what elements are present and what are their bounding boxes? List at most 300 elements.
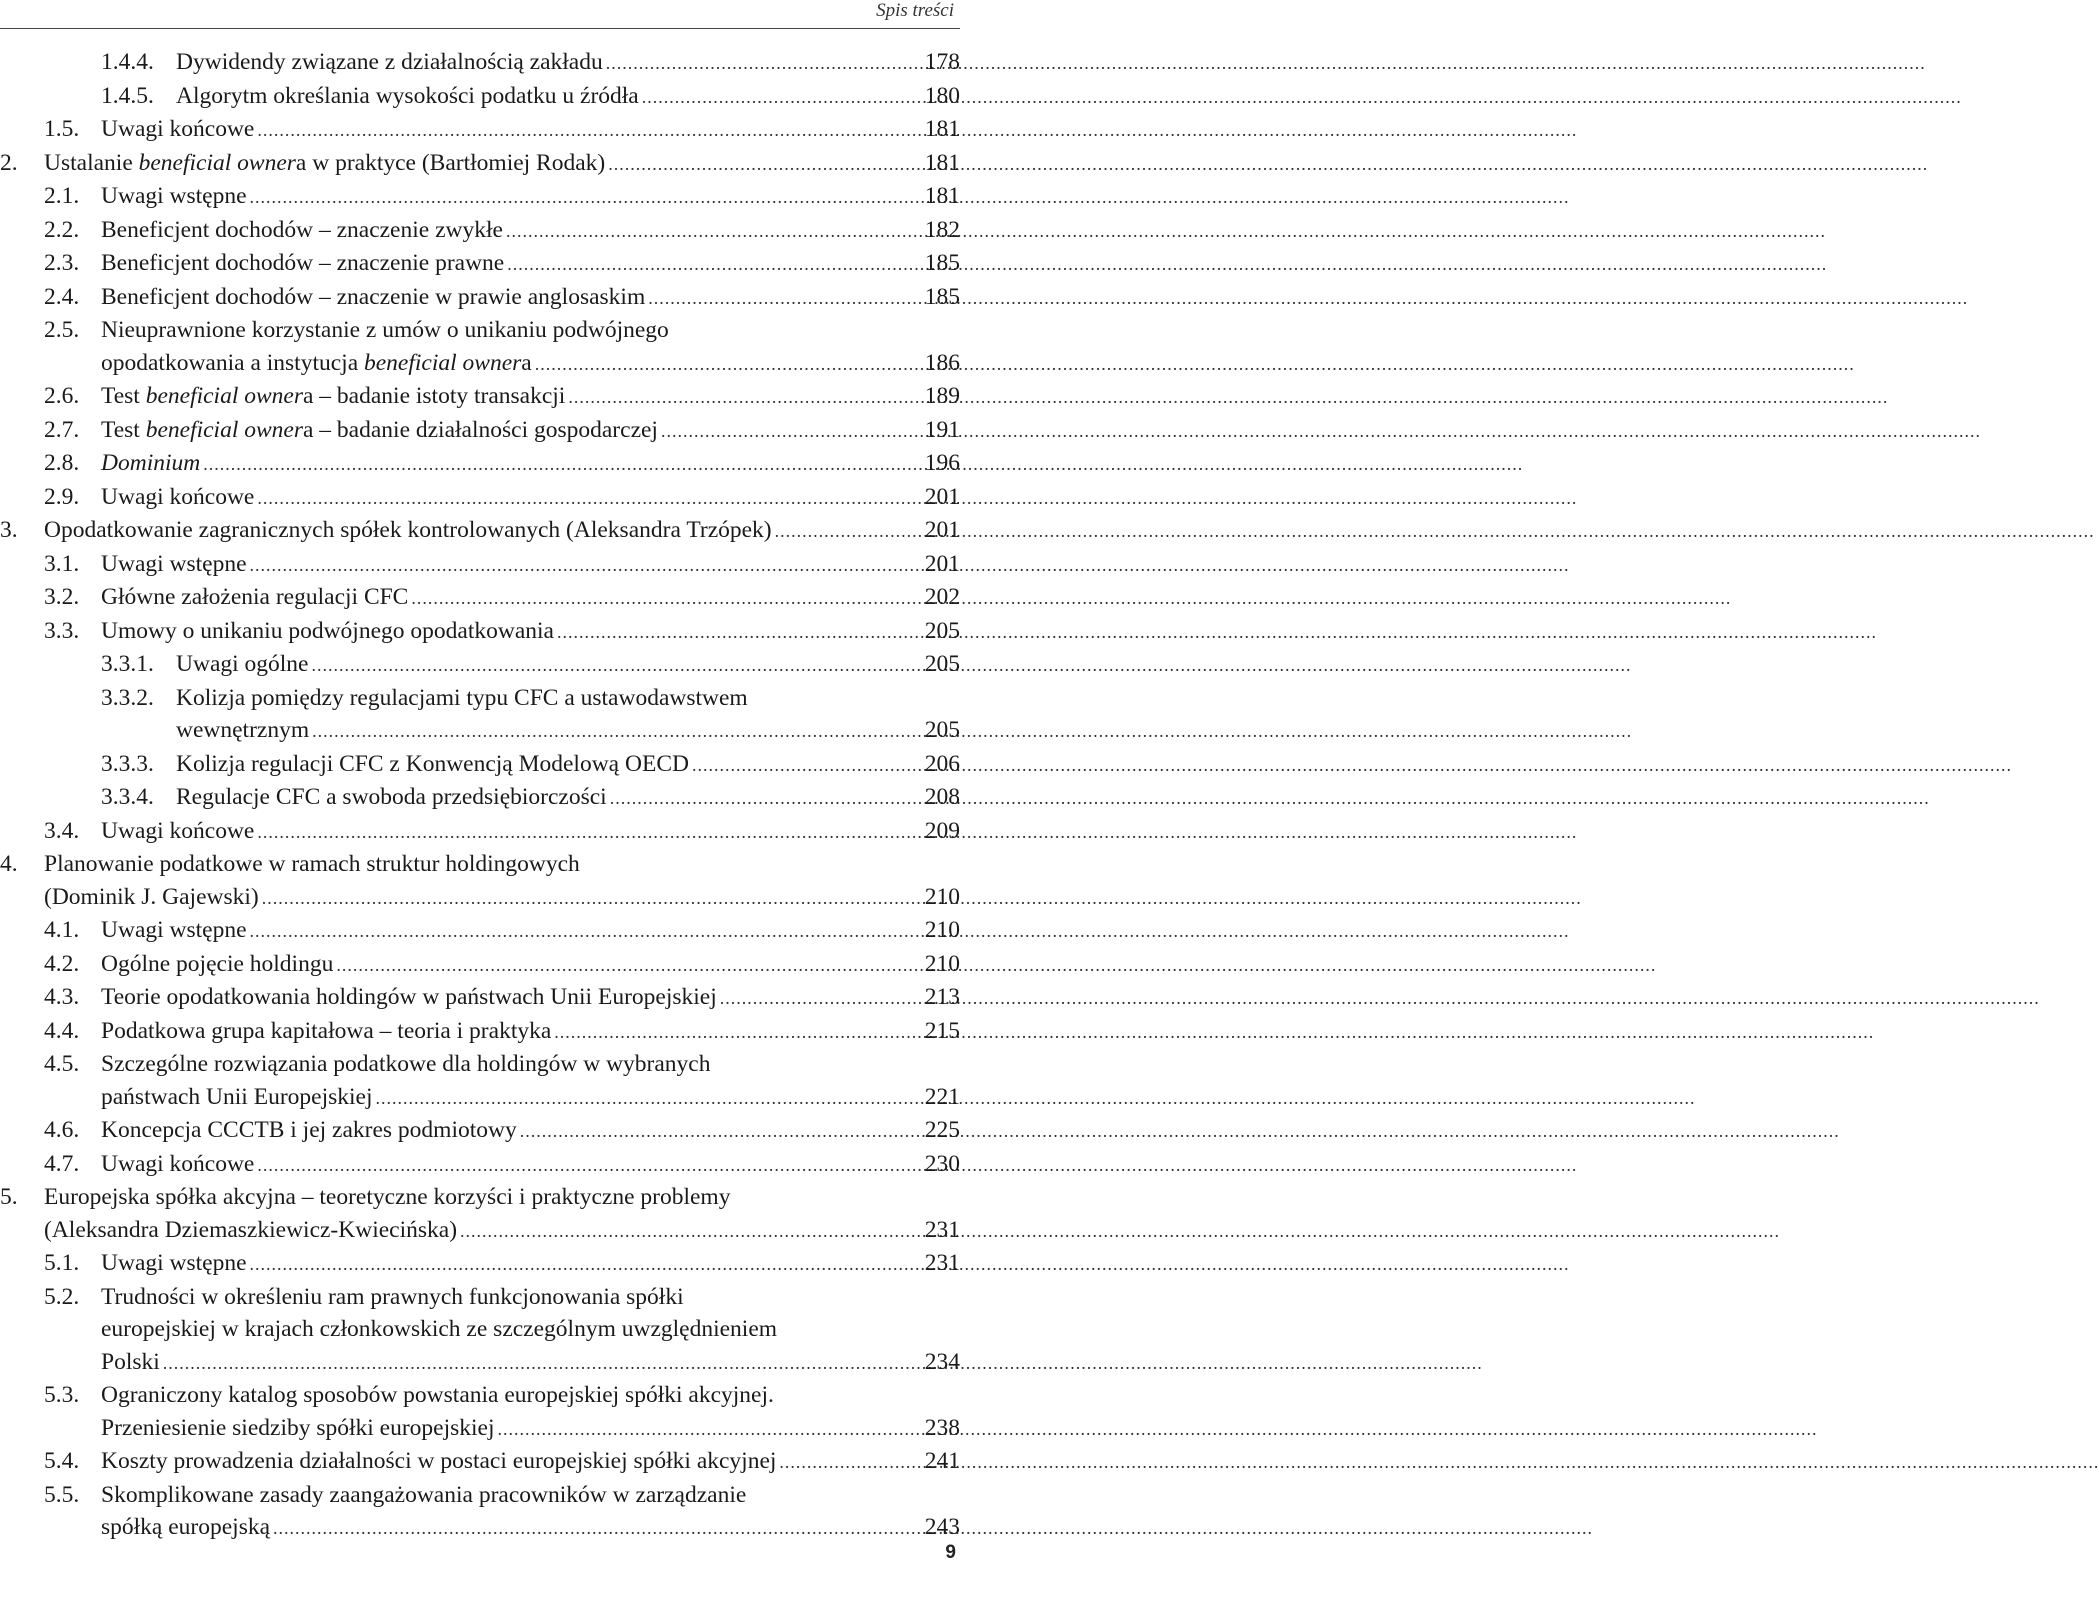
- toc-entry[interactable]: [0, 1379, 960, 1445]
- entry-title: [44, 848, 960, 914]
- entry-page-number: 206: [924, 750, 960, 777]
- entry-title-text: Regulacje CFC a swoboda przedsiębiorczości: [176, 784, 607, 810]
- entry-title-text: Uwagi wstępne: [101, 1250, 247, 1276]
- entry-title: [101, 414, 960, 448]
- toc-entry[interactable]: [0, 1015, 960, 1049]
- page-header: [0, 0, 960, 30]
- entry-title: [101, 1445, 960, 1479]
- entry-title-tail: [101, 1081, 373, 1114]
- dot-leader: [557, 615, 912, 649]
- entry-title-text: Ustalanie: [44, 149, 139, 176]
- entry-title-tail: [101, 180, 247, 213]
- entry-page-number: 234: [924, 1348, 960, 1375]
- dot-leader: [460, 1214, 912, 1248]
- entry-number: 4.4.: [44, 1017, 80, 1044]
- entry-page-number: 185: [924, 283, 960, 310]
- entry-title-tail: [176, 46, 603, 79]
- entry-title-last-line: [101, 1511, 916, 1545]
- entry-title-text: Uwagi końcowe: [101, 1150, 255, 1177]
- entry-title-line: [101, 314, 916, 347]
- entry-title: [101, 981, 960, 1015]
- entry-title-last-line: [44, 881, 916, 915]
- toc-entry[interactable]: [0, 1048, 960, 1114]
- entry-title-last-line: [44, 147, 916, 181]
- entry-number: 4.7.: [44, 1150, 80, 1177]
- dot-leader: [411, 581, 912, 615]
- toc-entry[interactable]: [0, 815, 960, 849]
- toc-entry[interactable]: [0, 46, 960, 80]
- entry-title-tail: [176, 781, 607, 814]
- entry-title-text: (Dominik J. Gajewski): [44, 883, 259, 910]
- entry-page-number: 201: [924, 483, 960, 510]
- dot-leader: [498, 1412, 912, 1446]
- entry-number: 4.6.: [44, 1117, 80, 1143]
- entry-title-text: Umowy o unikaniu podwójnego opodatkowania: [101, 617, 554, 644]
- entry-title-last-line: [101, 1445, 916, 1479]
- toc-entry[interactable]: [0, 380, 960, 414]
- entry-number: 5.: [0, 1184, 18, 1210]
- entry-title-tail: [101, 347, 532, 380]
- entry-number: 2.4.: [44, 283, 80, 310]
- entry-title-tail: [101, 1346, 160, 1379]
- entry-number: 3.3.: [44, 617, 80, 644]
- entry-page-number: 202: [924, 584, 960, 610]
- entry-number: 4.5.: [44, 1051, 80, 1077]
- entry-title-text: Planowanie podatkowe w ramach struktur holdingowych: [44, 851, 580, 877]
- entry-number: 4.2.: [44, 950, 80, 977]
- entry-title-last-line: [101, 1247, 916, 1281]
- dot-leader: [507, 247, 912, 281]
- entry-title-last-line: [101, 581, 916, 615]
- entry-title-text: państwach Unii Europejskiej: [101, 1083, 373, 1110]
- entry-title-italic: Dominium: [101, 450, 201, 476]
- toc-entry[interactable]: [0, 1247, 960, 1281]
- entry-title-tail: [44, 1214, 457, 1247]
- entry-title-text: Uwagi końcowe: [101, 116, 255, 142]
- dot-leader: [779, 1445, 912, 1479]
- entry-page-number: 181: [924, 183, 960, 209]
- entry-title-text: a – badanie istoty transakcji: [303, 383, 566, 409]
- toc-entry[interactable]: [0, 314, 960, 380]
- entry-title-last-line: [101, 1081, 916, 1115]
- toc-entry[interactable]: [0, 1281, 960, 1380]
- entry-title-text: Ograniczony katalog sposobów powstania europejskiej spółki akcyjnej.: [101, 1382, 774, 1408]
- entry-number: 2.6.: [44, 383, 80, 409]
- toc-entry[interactable]: [0, 447, 960, 481]
- entry-title-text: Beneficjent dochodów – znaczenie prawne: [101, 250, 505, 276]
- entry-title-text: Beneficjent dochodów – znaczenie zwykłe: [101, 216, 503, 243]
- toc-entry[interactable]: [0, 682, 960, 748]
- entry-title-last-line: [44, 514, 916, 548]
- dot-leader: [606, 46, 912, 80]
- dot-leader: [257, 815, 912, 849]
- entry-title: [176, 682, 960, 748]
- toc-entry[interactable]: [0, 1114, 960, 1148]
- entry-title-tail: [101, 380, 565, 413]
- dot-leader: [273, 1511, 912, 1545]
- entry-title-last-line: [101, 1412, 916, 1446]
- entry-title-tail: [101, 1114, 517, 1147]
- entry-number: 5.3.: [44, 1382, 80, 1408]
- dot-leader: [312, 648, 913, 682]
- entry-page-number: 178: [924, 49, 960, 75]
- table-of-contents: [0, 46, 960, 1545]
- entry-title-text: Ogólne pojęcie holdingu: [101, 950, 334, 977]
- entry-title-text: spółką europejską: [101, 1514, 271, 1540]
- entry-title: [101, 113, 960, 147]
- entry-number: 5.1.: [44, 1250, 80, 1276]
- entry-title-tail: [101, 113, 254, 146]
- entry-title-line: [101, 1048, 916, 1081]
- entry-page-number: 210: [924, 883, 960, 910]
- entry-title-last-line: [101, 1015, 916, 1049]
- toc-entry[interactable]: [0, 615, 960, 649]
- entry-title-tail: [101, 948, 333, 981]
- entry-title-line: [101, 1281, 916, 1314]
- entry-page-number: 182: [924, 216, 960, 243]
- entry-title-text: (Aleksandra Dziemaszkiewicz-Kwiecińska): [44, 1216, 458, 1243]
- entry-number: 2.2.: [44, 216, 80, 243]
- entry-title-last-line: [101, 1346, 916, 1380]
- entry-title-text: Test: [101, 383, 146, 409]
- entry-title: [101, 548, 960, 582]
- entry-page-number: 221: [924, 1083, 960, 1110]
- entry-title-last-line: [101, 481, 916, 515]
- entry-title-last-line: [101, 380, 916, 414]
- entry-page-number: 241: [924, 1448, 960, 1474]
- toc-entry[interactable]: [0, 147, 960, 181]
- entry-title-tail: [101, 1247, 247, 1280]
- entry-title-tail: [44, 881, 259, 914]
- entry-title: [101, 281, 960, 315]
- dot-leader: [506, 214, 912, 248]
- dot-leader: [163, 1346, 912, 1380]
- entry-title: [101, 1015, 960, 1049]
- entry-title-text: Uwagi końcowe: [101, 817, 255, 844]
- entry-title-tail: [101, 581, 408, 614]
- entry-number: 3.: [0, 517, 18, 543]
- entry-title: [44, 147, 960, 181]
- entry-title-tail: [101, 447, 200, 480]
- dot-leader: [775, 514, 912, 548]
- entry-number: 3.3.1.: [101, 651, 154, 677]
- dot-leader: [692, 748, 912, 782]
- entry-title: [176, 781, 960, 815]
- dot-leader: [376, 1081, 913, 1115]
- entry-title-last-line: [101, 815, 916, 849]
- entry-title: [101, 948, 960, 982]
- entry-title-text: Uwagi ogólne: [176, 651, 309, 677]
- entry-title: [101, 481, 960, 515]
- toc-entry[interactable]: [0, 214, 960, 248]
- entry-page-number: 243: [924, 1514, 960, 1540]
- entry-title-text: Uwagi wstępne: [101, 917, 247, 943]
- entry-title-tail: [101, 1412, 495, 1445]
- entry-title-text: Teorie opodatkowania holdingów w państwach Unii Europejskiej: [101, 984, 717, 1010]
- entry-title: [101, 214, 960, 248]
- entry-title-italic: beneficial owner: [145, 416, 303, 443]
- entry-title-text: Test: [101, 416, 146, 443]
- entry-title: [101, 815, 960, 849]
- toc-entry[interactable]: [0, 113, 960, 147]
- entry-title: [101, 180, 960, 214]
- dot-leader: [250, 180, 912, 214]
- entry-title-last-line: [101, 247, 916, 281]
- dot-leader: [642, 80, 912, 114]
- entry-title-last-line: [101, 180, 916, 214]
- entry-title: [101, 1148, 960, 1182]
- entry-number: 2.1.: [44, 183, 80, 209]
- entry-title-text: opodatkowania a instytucja: [101, 349, 364, 376]
- entry-page-number: 210: [924, 950, 960, 977]
- entry-title-line: [101, 1479, 916, 1512]
- entry-title-tail: [101, 615, 554, 648]
- entry-page-number: 186: [924, 349, 960, 376]
- dot-leader: [535, 347, 912, 381]
- entry-title-line: [101, 1379, 916, 1412]
- entry-title-text: Uwagi wstępne: [101, 550, 247, 577]
- entry-title-tail: [101, 414, 658, 447]
- toc-entry[interactable]: [0, 648, 960, 682]
- entry-title: [101, 1479, 960, 1545]
- entry-title: [101, 1114, 960, 1148]
- toc-entry[interactable]: [0, 481, 960, 515]
- entry-title-text: Główne założenia regulacji CFC: [101, 584, 409, 610]
- entry-page-number: 201: [924, 517, 960, 543]
- entry-page-number: 205: [924, 651, 960, 677]
- entry-title-text: Europejska spółka akcyjna – teoretyczne korzyści i praktyczne problemy: [44, 1184, 731, 1210]
- dot-leader: [262, 881, 912, 915]
- toc-entry[interactable]: [0, 581, 960, 615]
- entry-page-number: 230: [924, 1150, 960, 1177]
- entry-number: 2.9.: [44, 483, 80, 510]
- dot-leader: [250, 548, 912, 582]
- dot-leader: [250, 1247, 912, 1281]
- entry-page-number: 231: [924, 1216, 960, 1243]
- toc-entry[interactable]: [0, 781, 960, 815]
- entry-number: 2.5.: [44, 317, 80, 343]
- entry-number: 2.7.: [44, 416, 80, 443]
- entry-title-text: europejskiej w krajach członkowskich ze szczególnym uwzględnieniem: [101, 1316, 778, 1342]
- entry-page-number: 238: [924, 1414, 960, 1441]
- entry-number: 4.: [0, 851, 18, 877]
- dot-leader: [648, 281, 912, 315]
- entry-number: 5.4.: [44, 1448, 80, 1474]
- entry-title: [176, 80, 960, 114]
- dot-leader: [520, 1114, 912, 1148]
- toc-entry[interactable]: [0, 1181, 960, 1247]
- entry-number: 3.4.: [44, 817, 80, 844]
- entry-title: [101, 615, 960, 649]
- toc-entry[interactable]: [0, 80, 960, 114]
- entry-title-tail: [101, 981, 717, 1014]
- entry-title-last-line: [176, 46, 916, 80]
- entry-title-tail: [101, 1445, 776, 1478]
- entry-page-number: 213: [924, 984, 960, 1010]
- entry-title: [101, 1048, 960, 1114]
- entry-title-italic: beneficial owner: [138, 149, 296, 176]
- entry-page-number: 205: [924, 617, 960, 644]
- toc-entry[interactable]: [0, 247, 960, 281]
- entry-title-tail: [101, 815, 254, 848]
- header-rule: [0, 28, 960, 29]
- entry-title-line: [176, 682, 916, 715]
- toc-entry[interactable]: [0, 981, 960, 1015]
- entry-page-number: 231: [924, 1250, 960, 1276]
- entry-page-number: 180: [924, 82, 960, 109]
- entry-title-tail: [101, 214, 503, 247]
- entry-title-text: Dywidendy związane z działalnością zakładu: [176, 49, 603, 75]
- entry-title-text: Przeniesienie siedziby spółki europejskiej: [101, 1414, 495, 1441]
- toc-entry[interactable]: [0, 1445, 960, 1479]
- entry-title-text: Uwagi końcowe: [101, 483, 255, 510]
- entry-page-number: 215: [924, 1017, 960, 1044]
- entry-title-tail: [101, 1015, 551, 1048]
- entry-number: 2.8.: [44, 450, 80, 476]
- entry-page-number: 205: [924, 717, 960, 743]
- entry-title-italic: beneficial owner: [364, 349, 522, 376]
- entry-title-text: Uwagi wstępne: [101, 183, 247, 209]
- entry-title: [101, 581, 960, 615]
- entry-title-text: Trudności w określeniu ram prawnych funkcjonowania spółki: [101, 1283, 684, 1310]
- entry-title-text: Beneficjent dochodów – znaczenie w prawie anglosaskim: [101, 283, 646, 310]
- toc-entry[interactable]: [0, 914, 960, 948]
- entry-page-number: 181: [924, 149, 960, 176]
- entry-number: 1.4.5.: [101, 82, 154, 109]
- entry-title-text: a – badanie działalności gospodarczej: [303, 416, 658, 443]
- toc-entry[interactable]: [0, 848, 960, 914]
- entry-title-tail: [176, 648, 309, 681]
- entry-title-last-line: [176, 748, 916, 782]
- toc-entry[interactable]: [0, 748, 960, 782]
- dot-leader: [336, 948, 912, 982]
- entry-title-last-line: [101, 981, 916, 1015]
- entry-page-number: 201: [924, 550, 960, 577]
- entry-title-text: Algorytm określania wysokości podatku u źródła: [176, 82, 639, 109]
- entry-title-text: Szczególne rozwiązania podatkowe dla holdingów w wybranych: [101, 1051, 711, 1077]
- entry-title: [176, 748, 960, 782]
- entry-title-last-line: [101, 1148, 916, 1182]
- entry-title-last-line: [176, 714, 916, 748]
- entry-title-last-line: [101, 214, 916, 248]
- entry-number: 3.1.: [44, 550, 80, 577]
- running-head: Spis treści: [876, 0, 954, 21]
- toc-entry[interactable]: [0, 514, 960, 548]
- dot-leader: [257, 1148, 912, 1182]
- entry-number: 1.5.: [44, 116, 80, 142]
- entry-title: [176, 648, 960, 682]
- entry-number: 3.3.4.: [101, 784, 154, 810]
- dot-leader: [250, 914, 912, 948]
- entry-title-text: Podatkowa grupa kapitałowa – teoria i praktyka: [101, 1017, 552, 1044]
- entry-title-tail: [176, 714, 309, 747]
- entry-title-text: Koszty prowadzenia działalności w postaci europejskiej spółki akcyjnej: [101, 1448, 777, 1474]
- dot-leader: [608, 147, 912, 181]
- entry-title: [101, 447, 960, 481]
- entry-page-number: 196: [924, 450, 960, 476]
- dot-leader: [661, 414, 912, 448]
- dot-leader: [720, 981, 912, 1015]
- entry-title-tail: [101, 1511, 270, 1544]
- entry-number: 1.4.4.: [101, 49, 154, 75]
- toc-entry[interactable]: [0, 281, 960, 315]
- entry-title-last-line: [101, 1114, 916, 1148]
- entry-title-tail: [101, 281, 645, 314]
- entry-title-text: a: [521, 349, 532, 376]
- toc-entry[interactable]: [0, 1479, 960, 1545]
- entry-title-last-line: [101, 414, 916, 448]
- entry-title-text: Opodatkowanie zagranicznych spółek kontrolowanych (Aleksandra Trzópek): [44, 517, 772, 543]
- entry-title-line: [44, 848, 916, 881]
- entry-title-text: Kolizja pomiędzy regulacjami typu CFC a ustawodawstwem: [176, 684, 748, 711]
- entry-number: 5.2.: [44, 1283, 80, 1310]
- entry-title-tail: [101, 548, 247, 581]
- entry-title-last-line: [44, 1214, 916, 1248]
- toc-entry[interactable]: [0, 414, 960, 448]
- entry-title-text: Koncepcja CCCTB i jej zakres podmiotowy: [101, 1117, 517, 1143]
- entry-number: 3.3.3.: [101, 750, 154, 777]
- entry-title-text: a w praktyce (Bartłomiej Rodak): [295, 149, 606, 176]
- entry-title-tail: [44, 514, 772, 547]
- entry-page-number: 185: [924, 250, 960, 276]
- entry-title: [101, 1247, 960, 1281]
- entry-title-text: wewnętrznym: [176, 717, 310, 743]
- entry-number: 3.2.: [44, 584, 80, 610]
- entry-number: 4.3.: [44, 984, 80, 1010]
- entry-page-number: 208: [924, 784, 960, 810]
- entry-title-text: Polski: [101, 1348, 160, 1375]
- entry-title-tail: [101, 247, 504, 280]
- entry-number: 2.: [0, 149, 18, 176]
- dot-leader: [568, 380, 912, 414]
- dot-leader: [257, 481, 912, 515]
- toc-entry[interactable]: [0, 180, 960, 214]
- entry-title-tail: [101, 481, 254, 514]
- entry-title-text: Nieuprawnione korzystanie z umów o unikaniu podwójnego: [101, 317, 669, 343]
- entry-number: 5.5.: [44, 1481, 80, 1508]
- entry-title-last-line: [176, 80, 916, 114]
- toc-entry[interactable]: [0, 548, 960, 582]
- entry-title: [101, 247, 960, 281]
- entry-title-last-line: [101, 615, 916, 649]
- dot-leader: [257, 113, 912, 147]
- entry-title-text: Kolizja regulacji CFC z Konwencją Modelową OECD: [176, 750, 689, 777]
- entry-page-number: 189: [924, 383, 960, 409]
- page-number: 9: [945, 1542, 956, 1563]
- toc-entry[interactable]: [0, 1148, 960, 1182]
- dot-leader: [554, 1015, 912, 1049]
- entry-title-tail: [176, 80, 639, 113]
- entry-page-number: 181: [924, 116, 960, 142]
- entry-title-text: Skomplikowane zasady zaangażowania pracowników w zarządzanie: [101, 1481, 747, 1508]
- entry-number: 3.3.2.: [101, 684, 154, 711]
- entry-title: [101, 314, 960, 380]
- entry-title-italic: beneficial owner: [145, 383, 303, 409]
- entry-page-number: 191: [924, 416, 960, 443]
- entry-page-number: 225: [924, 1117, 960, 1143]
- entry-title-tail: [101, 1148, 254, 1181]
- entry-title-last-line: [101, 281, 916, 315]
- entry-title-line: [101, 1313, 916, 1346]
- entry-title: [101, 1281, 960, 1380]
- entry-title: [176, 46, 960, 80]
- dot-leader: [610, 781, 912, 815]
- dot-leader: [203, 447, 912, 481]
- entry-title-tail: [44, 147, 605, 180]
- entry-title-line: [44, 1181, 916, 1214]
- toc-entry[interactable]: [0, 948, 960, 982]
- entry-title-last-line: [101, 347, 916, 381]
